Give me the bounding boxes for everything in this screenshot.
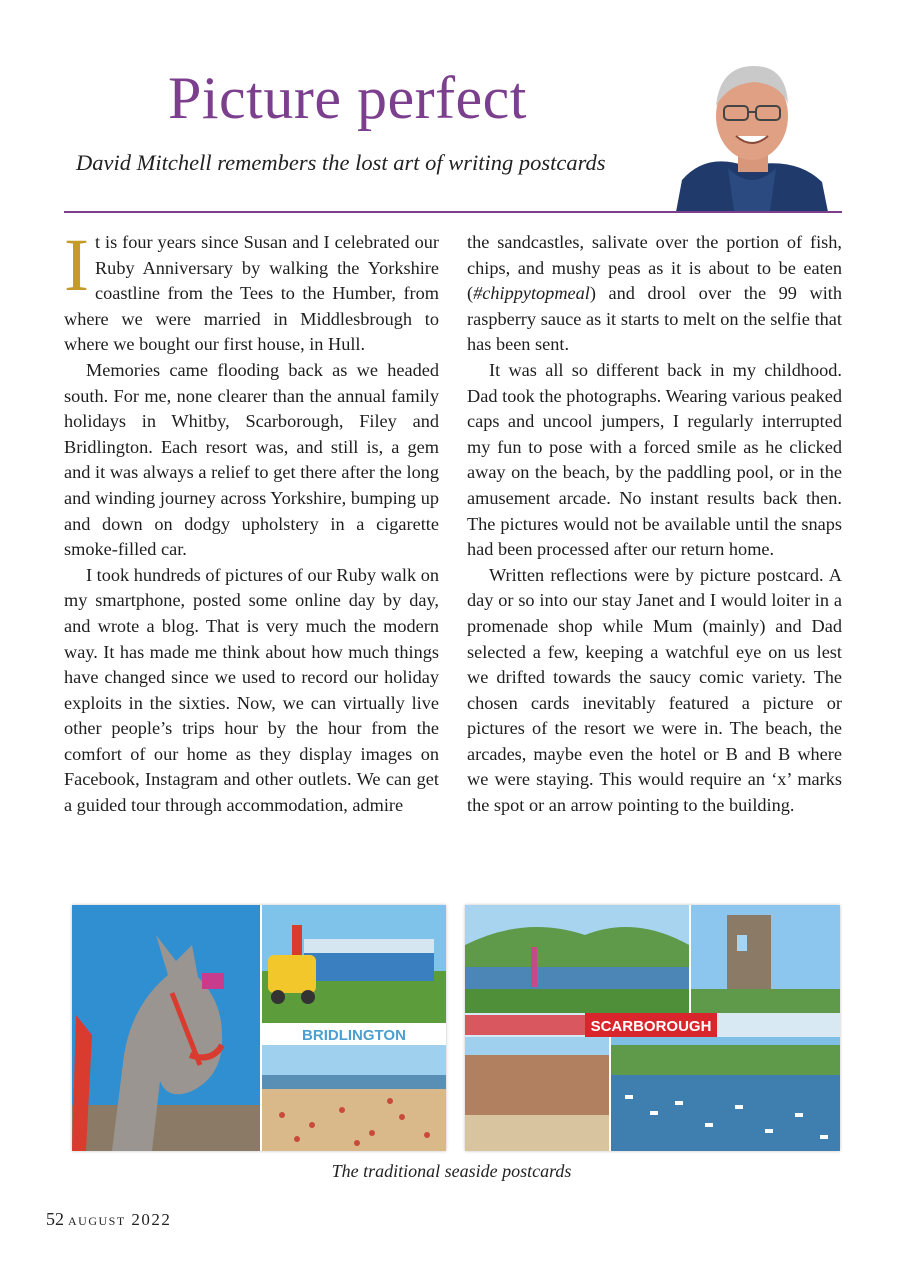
issue-date: august 2022 [68, 1210, 172, 1229]
article-column-right [467, 230, 842, 819]
article-title: Picture perfect [168, 65, 527, 131]
postcard-label-bridlington: BRIDLINGTON [302, 1027, 406, 1044]
postcard-scarborough [465, 905, 840, 1151]
drop-cap: I [64, 224, 89, 307]
postcard-bridlington [72, 905, 446, 1151]
hashtag: #chippytopmeal [473, 283, 590, 304]
header-divider [64, 211, 842, 213]
paragraph: Memories came flooding back as we headed south. For me, none clearer than the annual family holidays in Whitby, Scarborough, Filey and Bridlington. Each resort was, and still is, a gem and it was always a relief to get there after the long and winding journey across Yorkshire, bumping up and down on dodgy upholstery in a cigarette smoke-filled car. [64, 359, 439, 560]
paragraph: It was all so different back in my childhood. Dad took the photographs. Wearing various peaked caps and uncool jumpers, I regularly interrupted my fun to pose with a forced smile as he clicked away on the beach, by the paddling pool, or in the amusement arcade. No instant results back then. The pictures would not be available until the snaps had been processed after our return home. [467, 359, 842, 560]
page-number: 52 [46, 1209, 64, 1229]
postcard-label-scarborough: SCARBOROUGH [590, 1018, 712, 1035]
paragraph-intro: It is four years since Susan and I celebrated our Ruby Anniversary by walking the Yorkshire coastline from the Tees to the Humber, from where we were married in Middlesbrough to where we bought our first house, in Hull. [64, 224, 439, 355]
paragraph-continued: the sandcastles, salivate over the portion of fish, chips, and mushy peas as it is about to be eaten (#chippytopmeal) and drool over the 99 with raspberry sauce as it starts to melt on the selfie that has been sent. [467, 232, 842, 355]
article-standfirst: David Mitchell remembers the lost art of writing postcards [76, 150, 606, 175]
article-column-left [64, 224, 439, 819]
paragraph: I took hundreds of pictures of our Ruby walk on my smartphone, posted some online day by day, and wrote a blog. That is very much the modern way. It has made me think about how much things have changed since we used to record our holiday exploits in the sixties. Now, we can virtually live other people’s trips hour by the hour from the comfort of our home as they display images on Facebook, Instagram and other outlets. We can get a guided tour through accommodation, admire [64, 564, 439, 816]
author-portrait [676, 56, 828, 212]
page-footer [46, 1209, 171, 1230]
figure-caption: The traditional seaside postcards [331, 1161, 572, 1181]
paragraph: Written reflections were by picture postcard. A day or so into our stay Janet and I would loiter in a promenade shop while Mum (mainly) and Dad selected a few, keeping a watchful eye on us lest we drifted towards the saucy comic variety. The chosen cards inevitably featured a picture or pictures of the resort we were in. The beach, the arcades, maybe even the hotel or B and B where we were staying. This would require an ‘x’ marks the spot or an arrow pointing to the building. [467, 564, 842, 816]
